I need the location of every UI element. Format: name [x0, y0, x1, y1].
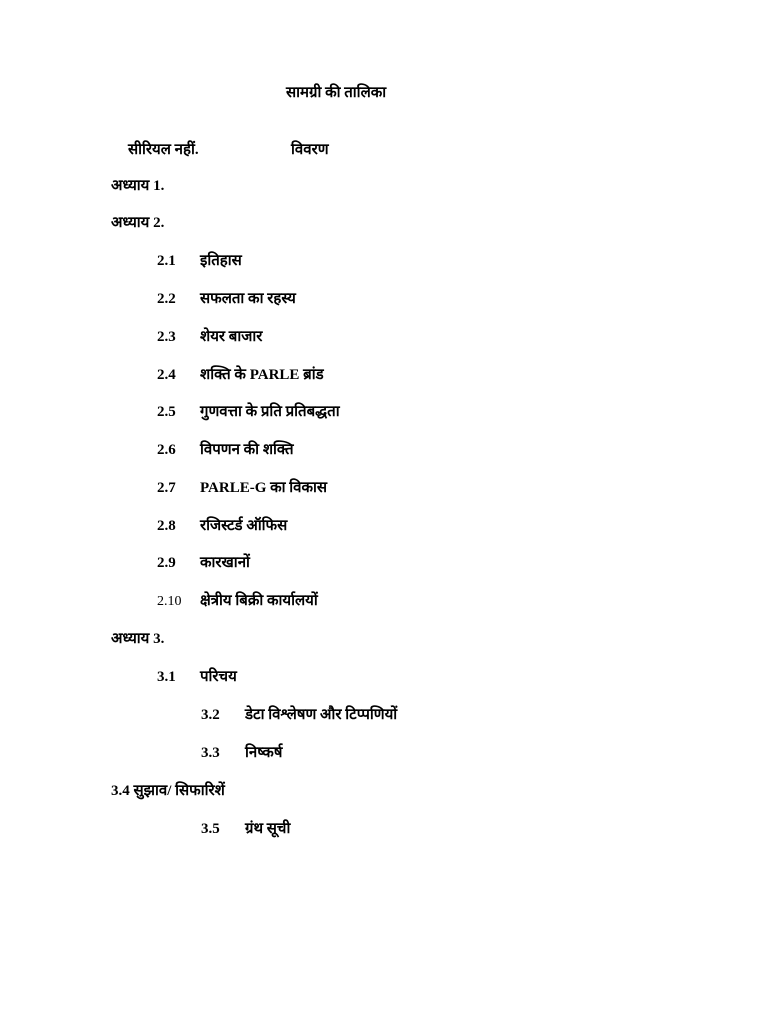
toc-item-label: विपणन की शक्ति	[200, 442, 294, 458]
toc-item-label: ग्रंथ सूची	[245, 821, 291, 837]
toc-item-number: 2.9	[157, 555, 176, 571]
toc-item-number: 2.7	[157, 480, 176, 496]
toc-item-number: 2.1	[157, 253, 176, 269]
header-serial: सीरियल नहीं.	[128, 142, 199, 158]
toc-item-label: निष्कर्ष	[245, 745, 283, 761]
toc-item-label: डेटा विश्लेषण और टिप्पणियों	[245, 707, 398, 723]
toc-item-3-4: 3.4 सुझाव/ सिफारिशें	[111, 783, 225, 799]
toc-item-number: 2.4	[157, 367, 176, 383]
chapter-1-heading: अध्याय 1.	[111, 178, 165, 194]
toc-item-label: सफलता का रहस्य	[200, 291, 296, 307]
toc-item-label: शेयर बाजार	[200, 329, 263, 345]
toc-item-label: गुणवत्ता के प्रति प्रतिबद्धता	[200, 404, 340, 420]
toc-item-number: 2.10	[157, 594, 182, 609]
toc-item-label: रजिस्टर्ड ऑफिस	[200, 518, 288, 534]
toc-item-number: 3.5	[201, 821, 220, 837]
toc-item-label: क्षेत्रीय बिक्री कार्यालयों	[200, 593, 318, 609]
toc-item-label: कारखानों	[200, 555, 250, 571]
chapter-3-heading: अध्याय 3.	[111, 631, 165, 647]
toc-item-label: शक्ति के PARLE ब्रांड	[200, 367, 324, 383]
toc-item-label: परिचय	[200, 669, 237, 685]
toc-item-number: 2.6	[157, 442, 176, 458]
chapter-2-heading: अध्याय 2.	[111, 215, 165, 231]
page-title: सामग्री की तालिका	[286, 85, 387, 101]
toc-item-label: PARLE-G का विकास	[200, 480, 328, 496]
toc-item-number: 2.5	[157, 404, 176, 420]
toc-item-number: 2.8	[157, 518, 176, 534]
toc-item-number: 3.1	[157, 669, 176, 685]
header-description: विवरण	[291, 142, 329, 158]
toc-item-label: इतिहास	[200, 253, 242, 269]
toc-item-number: 3.2	[201, 707, 220, 723]
toc-item-number: 2.2	[157, 291, 176, 307]
toc-item-number: 2.3	[157, 329, 176, 345]
toc-item-number: 3.3	[201, 745, 220, 761]
